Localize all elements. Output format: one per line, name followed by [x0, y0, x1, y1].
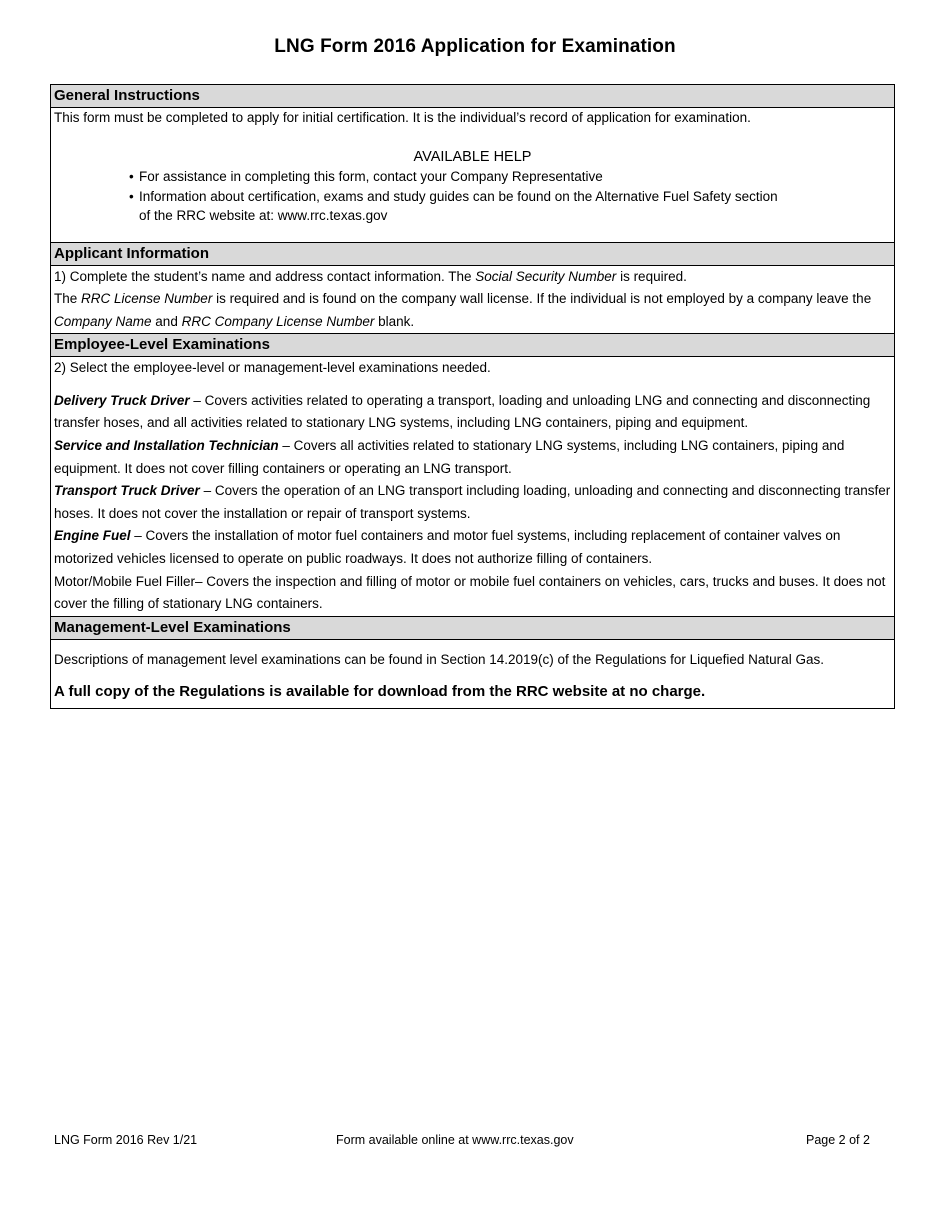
section-header-general: General Instructions [51, 85, 894, 108]
exam-item-motor-mobile-fuel-filler: Motor/Mobile Fuel Filler– Covers the inspection and filling of motor or mobile fuel containers on vehicles, cars, trucks and buses. It does not cover the filling of stationary LNG containers. [54, 573, 886, 612]
footer-page-number: Page 2 of 2 [806, 1133, 870, 1147]
management-text: Descriptions of management level examinations can be found in Section 14.2019(c) of the Regulations for Liquefied Natural Gas. [54, 651, 824, 667]
help-item: • Information about certification, exams and study guides can be found on the Alternative Fuel Safety section of the RRC website at: www.rrc.texas.gov [129, 187, 789, 226]
footer-online-link: Form available online at www.rrc.texas.gov [336, 1133, 574, 1147]
full-copy-note: A full copy of the Regulations is available for download from the RRC website at no charge. [54, 682, 706, 700]
footer-form-revision: LNG Form 2016 Rev 1/21 [54, 1133, 198, 1147]
employee-intro: 2) Select the employee-level or management-level examinations needed. [54, 360, 491, 376]
exam-item-service-installation-technician: Service and Installation Technician – Covers all activities related to stationary LNG systems, including LNG containers, piping and equipment. It does not cover filling containers or operating an LNG transport. [54, 438, 845, 476]
section-header-applicant: Applicant Information [51, 242, 894, 266]
available-help-title: AVAILABLE HELP [413, 149, 532, 165]
section-header-management: Management-Level Examinations [51, 616, 894, 640]
applicant-paragraph-1: 1) Complete the student’s name and address contact information. The Social Security Number is required. [54, 268, 687, 284]
exam-item-transport-truck-driver: Transport Truck Driver – Covers the operation of an LNG transport including loading, unloading and connecting and disconnecting transfer hoses. It does not cover the installation or repair of transport systems. [54, 483, 891, 521]
applicant-paragraph-2: The RRC License Number is required and is found on the company wall license. If the individual is not employed by a company leave the Company Name and RRC Company License Number blank. [54, 291, 872, 329]
form-box [50, 84, 895, 709]
help-item: • For assistance in completing this form, contact your Company Representative [129, 167, 789, 187]
page-title: LNG Form 2016 Application for Examination [274, 36, 676, 57]
exam-item-delivery-truck-driver: Delivery Truck Driver – Covers activities related to operating a transport, loading and unloading LNG and connecting and disconnecting transfer hoses, and all activities related to stationary LNG systems, including LNG containers, piping and equipment. [54, 392, 871, 431]
general-text: This form must be completed to apply for initial certification. It is the individual’s record of application for examination. [54, 110, 751, 125]
section-header-employee: Employee-Level Examinations [51, 333, 894, 357]
exam-item-engine-fuel: Engine Fuel – Covers the installation of motor fuel containers and motor fuel systems, including replacement of container valves on motorized vehicles licensed to operate on public roadways. It does not authorize filling of containers. [54, 528, 841, 567]
help-list [129, 167, 894, 226]
